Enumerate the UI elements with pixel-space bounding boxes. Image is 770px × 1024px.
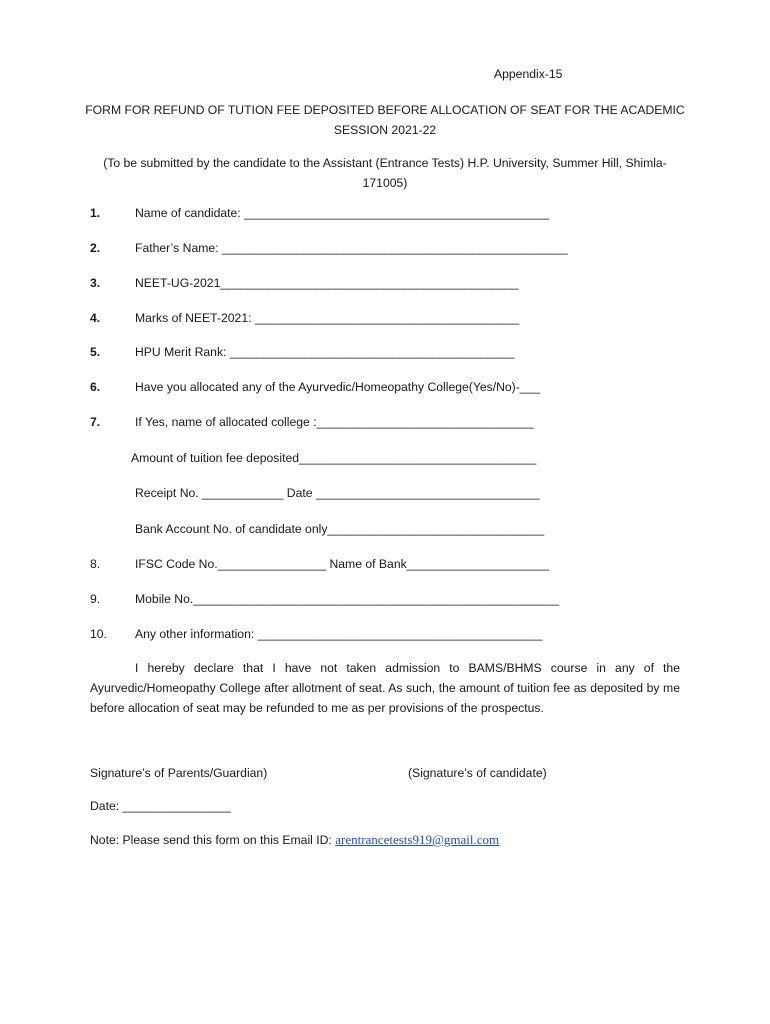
hpu-merit-rank-field[interactable]: HPU Merit Rank: __________________________________________ bbox=[135, 345, 515, 359]
ifsc-bank-field[interactable]: IFSC Code No.________________ Name of Bank_____________________ bbox=[135, 557, 550, 571]
item-number: 5. bbox=[90, 345, 101, 359]
other-information-field[interactable]: Any other information: __________________________________________ bbox=[135, 627, 543, 641]
appendix-label: Appendix-15 bbox=[494, 67, 563, 81]
note-label: Note: Please send this form on this Email ID: bbox=[90, 833, 336, 847]
item-number: 4. bbox=[90, 311, 101, 325]
neet-marks-field[interactable]: Marks of NEET-2021: _______________________________________ bbox=[135, 311, 520, 325]
neet-ug-field[interactable]: NEET-UG-2021____________________________________________ bbox=[135, 276, 519, 290]
signature-parents-label: Signature’s of Parents/Guardian) bbox=[90, 766, 268, 780]
form-title bbox=[60, 100, 710, 140]
form-title-line1: FORM FOR REFUND OF TUTION FEE DEPOSITED BEFORE ALLOCATION OF SEAT FOR THE ACADEMIC bbox=[85, 103, 685, 117]
submission-instructions bbox=[60, 153, 710, 193]
mobile-number-field[interactable]: Mobile No.______________________________________________________ bbox=[135, 592, 560, 606]
date-field[interactable]: Date: ________________ bbox=[90, 799, 231, 813]
receipt-date-field[interactable]: Receipt No. ____________ Date _________________________________ bbox=[135, 486, 540, 500]
item-number: 3. bbox=[90, 276, 101, 290]
signature-candidate-label: (Signature’s of candidate) bbox=[408, 766, 547, 780]
item-number: 10. bbox=[90, 627, 107, 641]
item-number: 7. bbox=[90, 415, 101, 429]
bank-account-field[interactable]: Bank Account No. of candidate only________________________________ bbox=[135, 522, 545, 536]
form-title-line2: SESSION 2021-22 bbox=[333, 123, 437, 137]
item-number: 9. bbox=[90, 592, 101, 606]
fathers-name-field[interactable]: Father’s Name: ___________________________________________________ bbox=[135, 241, 568, 255]
declaration-paragraph: I hereby declare that I have not taken admission to BAMS/BHMS course in any of the Ayurvedic/Homeopathy College after allotment of seat. As such, the amount of tuition fee as deposited by me before allocation of seat may be refunded to me as per provisions of the prospectus. bbox=[90, 661, 680, 715]
email-link[interactable]: arentrancetests919@gmail.com bbox=[335, 832, 500, 847]
item-number: 2. bbox=[90, 241, 101, 255]
name-of-candidate-field[interactable]: Name of candidate: _____________________________________________ bbox=[135, 206, 550, 220]
allocated-college-name-field[interactable]: If Yes, name of allocated college :________________________________ bbox=[135, 415, 534, 429]
submission-line2: 171005) bbox=[362, 176, 408, 190]
note-line bbox=[90, 832, 499, 848]
college-allocated-field[interactable]: Have you allocated any of the Ayurvedic/Homeopathy College(Yes/No)-___ bbox=[135, 380, 541, 394]
item-number: 6. bbox=[90, 380, 101, 394]
tuition-fee-amount-field[interactable]: Amount of tuition fee deposited___________________________________ bbox=[131, 451, 537, 465]
item-number: 1. bbox=[90, 206, 101, 220]
submission-line1: (To be submitted by the candidate to the Assistant (Entrance Tests) H.P. University, Summer Hill, Shimla- bbox=[103, 156, 667, 170]
item-number: 8. bbox=[90, 557, 101, 571]
